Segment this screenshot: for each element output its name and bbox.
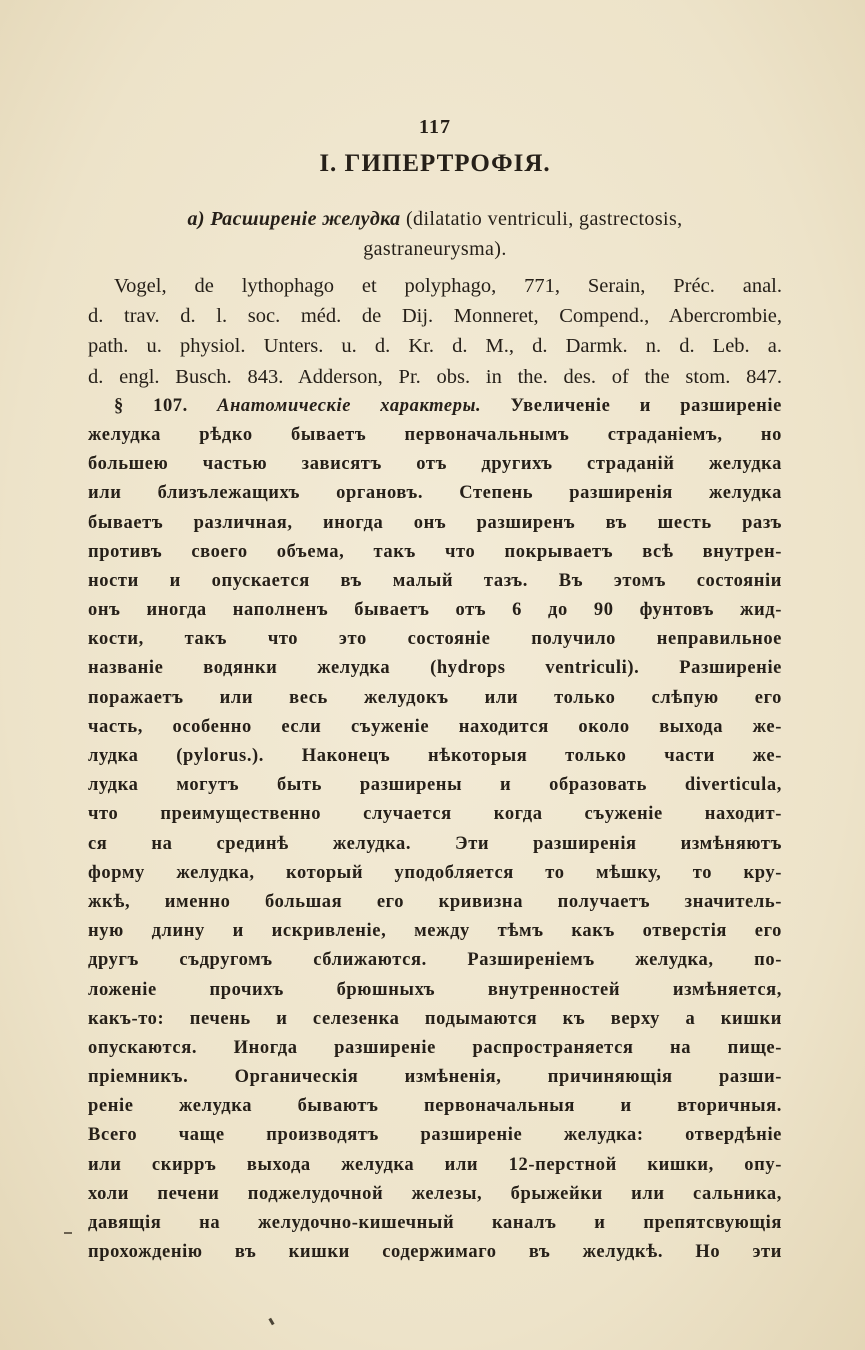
body-line: давящія на желудочно-кишечный каналъ и препятсвующія bbox=[88, 1213, 782, 1233]
body-line: опускаются. Иногда разширеніе распространяется на пище- bbox=[88, 1037, 782, 1058]
section-first-line bbox=[88, 392, 782, 421]
reference-line: Vogel, de lythophago et polyphago, 771, Serain, Préc. anal. bbox=[114, 275, 782, 297]
body-line: или скирръ выхода желудка или 12-перстной кишки, опу- bbox=[88, 1154, 782, 1175]
body-line: лудка (pylorus.). Наконецъ нѣкоторыя только части же- bbox=[88, 746, 782, 766]
body-line: ную длину и искривленіе, между тѣмъ какъ отверстія его bbox=[88, 921, 782, 942]
subheading-marker: a) bbox=[187, 208, 205, 230]
body-line: реніе желудка бываютъ первоначальныя и вторичныя. bbox=[88, 1096, 782, 1117]
body-line: бываетъ различная, иногда онъ разширенъ въ шесть разъ bbox=[88, 512, 782, 533]
ink-speck bbox=[268, 1318, 274, 1326]
body-line: ся на срединѣ желудка. Эти разширенія измѣняютъ bbox=[88, 833, 782, 854]
section-title: Анатомическіе характеры. bbox=[217, 395, 482, 416]
body-line: противъ своего объема, такъ что покрываетъ всѣ внутрен- bbox=[88, 541, 782, 562]
body-line: холи печени поджелудочной железы, брыжейки или сальника, bbox=[88, 1183, 782, 1204]
body-line: что преимущественно случается когда съуженіе находит- bbox=[88, 804, 782, 825]
subheading-latin-1: (dilatatio ventriculi, gastrectosis, bbox=[406, 208, 683, 230]
reference-line: d. engl. Busch. 843. Adderson, Pr. obs. in the. des. of the stom. 847. bbox=[88, 365, 782, 388]
margin-mark bbox=[64, 1232, 72, 1234]
body-line: Всего чаще производятъ разширеніе желудка: отвердѣніе bbox=[88, 1125, 782, 1146]
page-number: 117 bbox=[419, 116, 451, 138]
body-line: большею частью зависятъ отъ другихъ страданій желудка bbox=[88, 454, 782, 475]
body-line: желудка рѣдко бываетъ первоначальнымъ страданіемъ, но bbox=[88, 424, 782, 445]
body-line: лудка могутъ быть разширены и образовать diverticula, bbox=[88, 775, 782, 796]
body-line: пріемникъ. Органическія измѣненія, причиняющія разши- bbox=[88, 1067, 782, 1088]
section-body bbox=[88, 392, 782, 1268]
subheading-latin-2: gastraneurysma). bbox=[363, 238, 507, 260]
chapter-heading: I. ГИПЕРТРОФІЯ. bbox=[319, 150, 551, 177]
reference-line: d. trav. d. l. soc. méd. de Dij. Monneret, Compend., Abercrombie, bbox=[88, 305, 782, 328]
reference-line: path. u. physiol. Unters. u. d. Kr. d. M., d. Darmk. n. d. Leb. a. bbox=[88, 335, 782, 358]
body-line: названіе водянки желудка (hydrops ventriculi). Разширеніе bbox=[88, 658, 782, 679]
body-line: форму желудка, который уподобляется то мѣшку, то кру- bbox=[88, 862, 782, 883]
body-line: поражаетъ или весь желудокъ или только слѣпую его bbox=[88, 687, 782, 708]
body-line: онъ иногда наполненъ бываетъ отъ 6 до 90 фунтовъ жид- bbox=[88, 600, 782, 621]
subheading bbox=[88, 204, 782, 264]
section-first-line-text: Увеличеніе и разширеніе bbox=[510, 395, 782, 416]
body-line: жкѣ, именно большая его кривизна получаетъ значитель- bbox=[88, 891, 782, 912]
body-line: часть, особенно если съуженіе находится около выхода же- bbox=[88, 716, 782, 737]
body-line: ложеніе прочихъ брюшныхъ внутренностей измѣняется, bbox=[88, 979, 782, 1000]
body-line: или близълежащихъ органовъ. Степень разширенія желудка bbox=[88, 483, 782, 504]
subheading-title: Расширеніе желудка bbox=[210, 208, 401, 230]
body-line: кости, такъ что это состояніе получило неправильное bbox=[88, 629, 782, 650]
page-content bbox=[88, 112, 782, 1267]
body-line: какъ-то: печень и селезенка подымаются къ верху а кишки bbox=[88, 1008, 782, 1029]
section-number: § 107. bbox=[114, 395, 188, 416]
body-line: другъ съдругомъ сближаются. Разширеніемъ желудка, по- bbox=[88, 950, 782, 971]
body-line: ности и опускается въ малый тазъ. Въ этомъ состояніи bbox=[88, 570, 782, 591]
body-line: прохожденію въ кишки содержимаго въ желудкѣ. Но эти bbox=[88, 1242, 782, 1263]
references-block bbox=[88, 271, 782, 392]
